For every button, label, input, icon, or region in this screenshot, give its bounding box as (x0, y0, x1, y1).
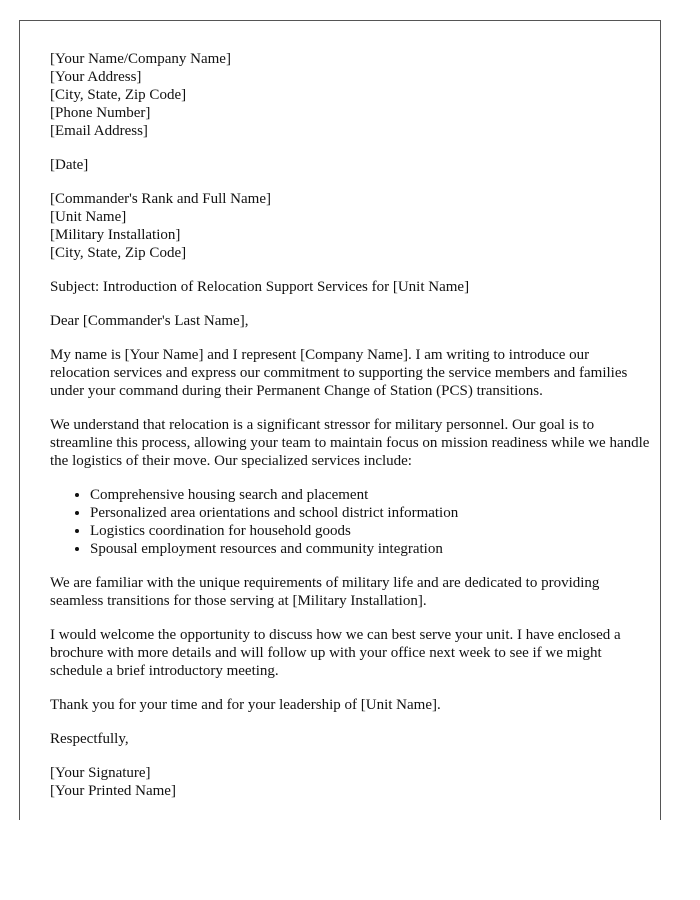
thank-you-paragraph: Thank you for your time and for your leadership of [Unit Name]. (50, 697, 441, 713)
sender-phone: [Phone Number] (50, 105, 151, 121)
recipient-city-state-zip: [City, State, Zip Code] (50, 245, 187, 261)
services-list (50, 486, 650, 558)
closing: Respectfully, (50, 731, 129, 747)
letter-page (19, 20, 661, 820)
sender-email: [Email Address] (50, 123, 148, 139)
printed-name-line: [Your Printed Name] (50, 783, 176, 799)
list-item: • Personalized area orientations and school district information (90, 504, 650, 522)
list-item: • Spousal employment resources and community integration (90, 540, 650, 558)
intro-paragraph: My name is [Your Name] and I represent [Company Name]. I am writing to introduce our relocation services and express our commitment to supporting the service members and families under your command during their Permanent Change of Station (PCS) transitions. (50, 347, 628, 399)
recipient-installation: [Military Installation] (50, 227, 181, 243)
recipient-address-block (50, 190, 650, 262)
recipient-unit: [Unit Name] (50, 209, 127, 225)
sender-name: [Your Name/Company Name] (50, 51, 231, 67)
services-paragraph: We understand that relocation is a significant stressor for military personnel. Our goal is to streamline this process, allowing your team to maintain focus on mission readiness while we handle the logistics of their move. Our specialized services include: (50, 417, 650, 469)
familiarity-paragraph: We are familiar with the unique requirements of military life and are dedicated to providing seamless transitions for those serving at [Military Installation]. (50, 575, 600, 609)
sender-address-block (50, 50, 650, 140)
sender-city-state-zip: [City, State, Zip Code] (50, 87, 187, 103)
date-line: [Date] (50, 157, 89, 173)
subject-line: Subject: Introduction of Relocation Support Services for [Unit Name] (50, 279, 470, 295)
letter-body (50, 50, 650, 800)
list-item: • Comprehensive housing search and placement (90, 486, 650, 504)
sender-address: [Your Address] (50, 69, 142, 85)
follow-up-paragraph: I would welcome the opportunity to discuss how we can best serve your unit. I have enclosed a brochure with more details and will follow up with your office next week to see if we might schedule a brief introductory meeting. (50, 627, 621, 679)
signature-line: [Your Signature] (50, 765, 151, 781)
salutation: Dear [Commander's Last Name], (50, 313, 249, 329)
recipient-name: [Commander's Rank and Full Name] (50, 191, 271, 207)
list-item: • Logistics coordination for household goods (90, 522, 650, 540)
signature-block (50, 764, 650, 800)
